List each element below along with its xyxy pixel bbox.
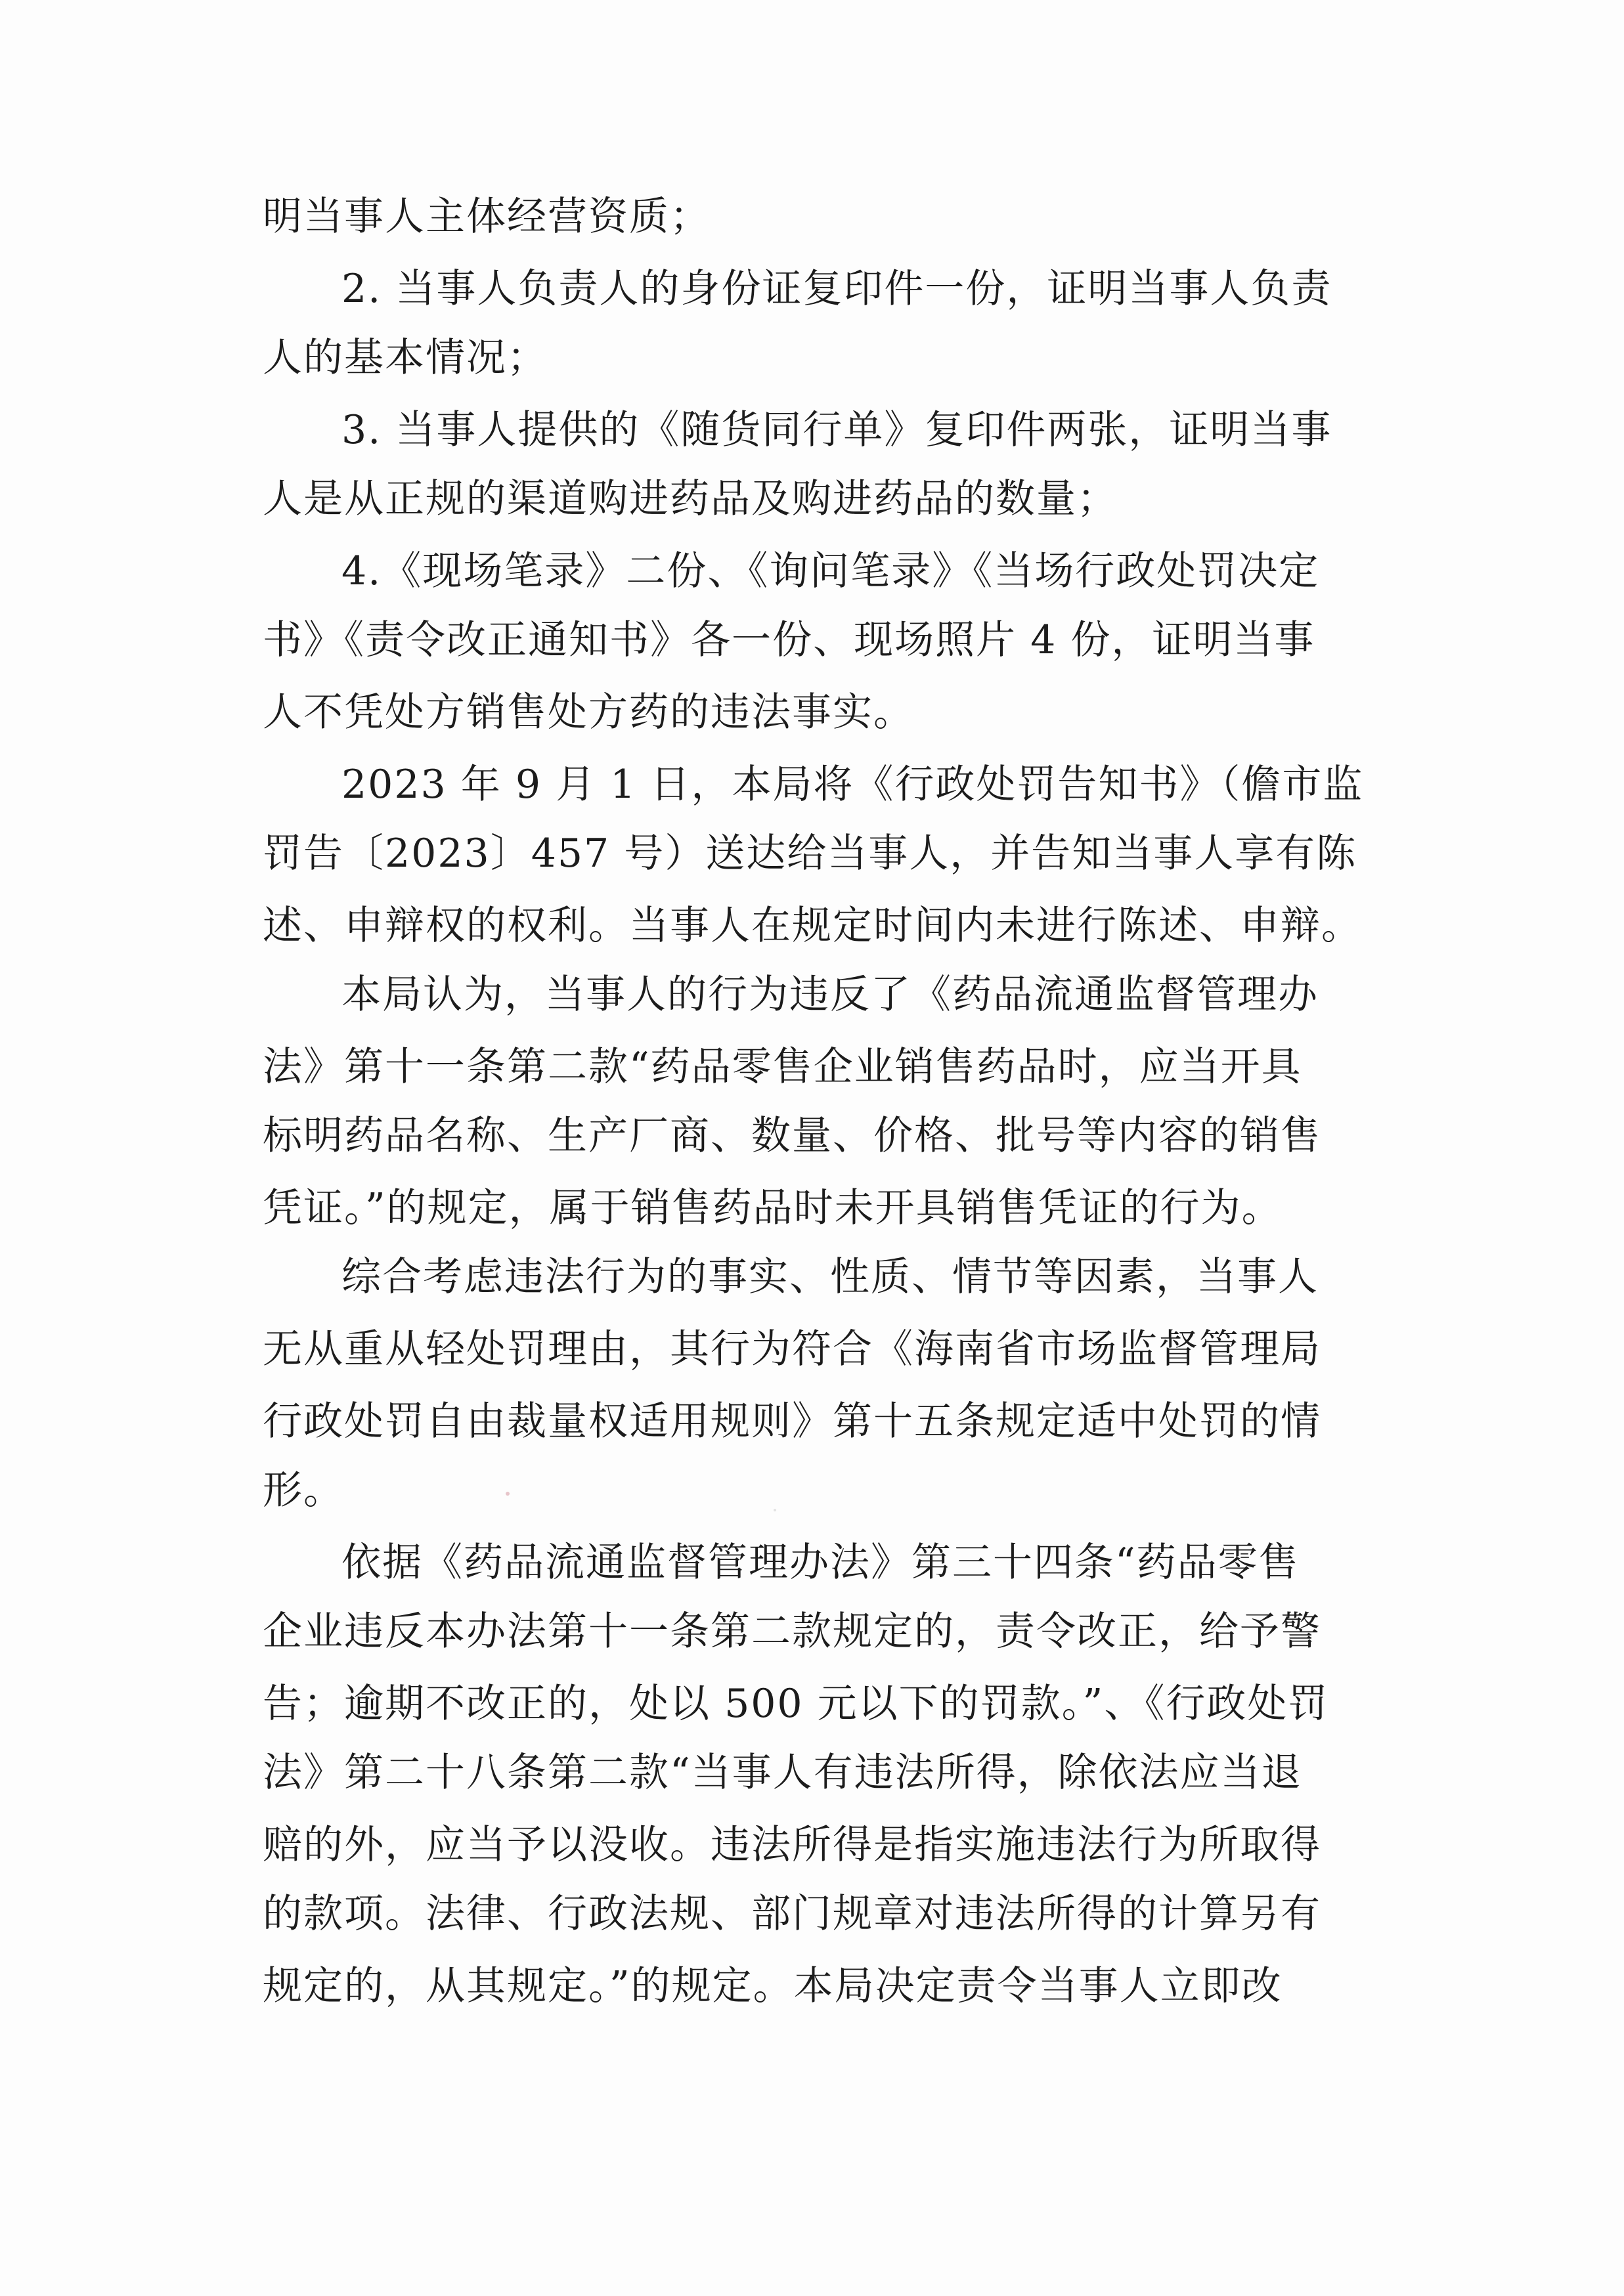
text-line: 无从重从轻处罚理由，其行为符合《海南省市场监督管理局 bbox=[263, 1326, 1321, 1372]
text-line: 综合考虑违法行为的事实、性质、情节等因素，当事人 bbox=[341, 1254, 1319, 1300]
text-line: 2. 当事人负责人的身份证复印件一份，证明当事人负责 bbox=[341, 266, 1332, 312]
text-line: 形。 bbox=[263, 1467, 344, 1513]
text-line: 罚告〔2023〕457 号）送达给当事人，并告知当事人享有陈 bbox=[263, 831, 1357, 877]
text-line: 法》第二十八条第二款“当事人有违法所得，除依法应当退 bbox=[263, 1750, 1302, 1796]
text-line: 行政处罚自由裁量权适用规则》第十五条规定适中处罚的情 bbox=[263, 1398, 1321, 1444]
text-line: 述、申辩权的权利。当事人在规定时间内未进行陈述、申辩。 bbox=[263, 903, 1362, 949]
text-line: 凭证。”的规定，属于销售药品时未开具销售凭证的行为。 bbox=[263, 1185, 1283, 1231]
text-line: 标明药品名称、生产厂商、数量、价格、批号等内容的销售 bbox=[263, 1113, 1321, 1159]
text-line: 书》《责令改正通知书》各一份、现场照片 4 份，证明当事 bbox=[263, 617, 1315, 663]
text-line: 人是从正规的渠道购进药品及购进药品的数量； bbox=[263, 476, 1118, 522]
text-line: 规定的，从其规定。”的规定。本局决定责令当事人立即改 bbox=[263, 1963, 1283, 2009]
text-line: 本局认为，当事人的行为违反了《药品流通监督管理办 bbox=[341, 972, 1319, 1018]
text-line: 明当事人主体经营资质； bbox=[263, 194, 711, 240]
text-line: 的款项。法律、行政法规、部门规章对违法所得的计算另有 bbox=[263, 1891, 1321, 1937]
text-line: 4.《现场笔录》二份、《询问笔录》《当场行政处罚决定 bbox=[341, 548, 1320, 594]
text-line: 企业违反本办法第十一条第二款规定的，责令改正，给予警 bbox=[263, 1609, 1321, 1655]
text-line: 法》第十一条第二款“药品零售企业销售药品时，应当开具 bbox=[263, 1044, 1302, 1090]
text-line: 赔的外，应当予以没收。违法所得是指实施违法行为所取得 bbox=[263, 1822, 1321, 1868]
text-line: 依据《药品流通监督管理办法》第三十四条“药品零售 bbox=[341, 1540, 1300, 1586]
text-line: 人不凭处方销售处方药的违法事实。 bbox=[263, 689, 914, 735]
text-line: 人的基本情况； bbox=[263, 335, 548, 381]
text-line: 告；逾期不改正的，处以 500 元以下的罚款。”、《行政处罚 bbox=[263, 1681, 1329, 1727]
text-line: 3. 当事人提供的《随货同行单》复印件两张，证明当事 bbox=[341, 407, 1332, 453]
text-line: 2023 年 9 月 1 日，本局将《行政处罚告知书》（儋市监 bbox=[341, 762, 1364, 808]
